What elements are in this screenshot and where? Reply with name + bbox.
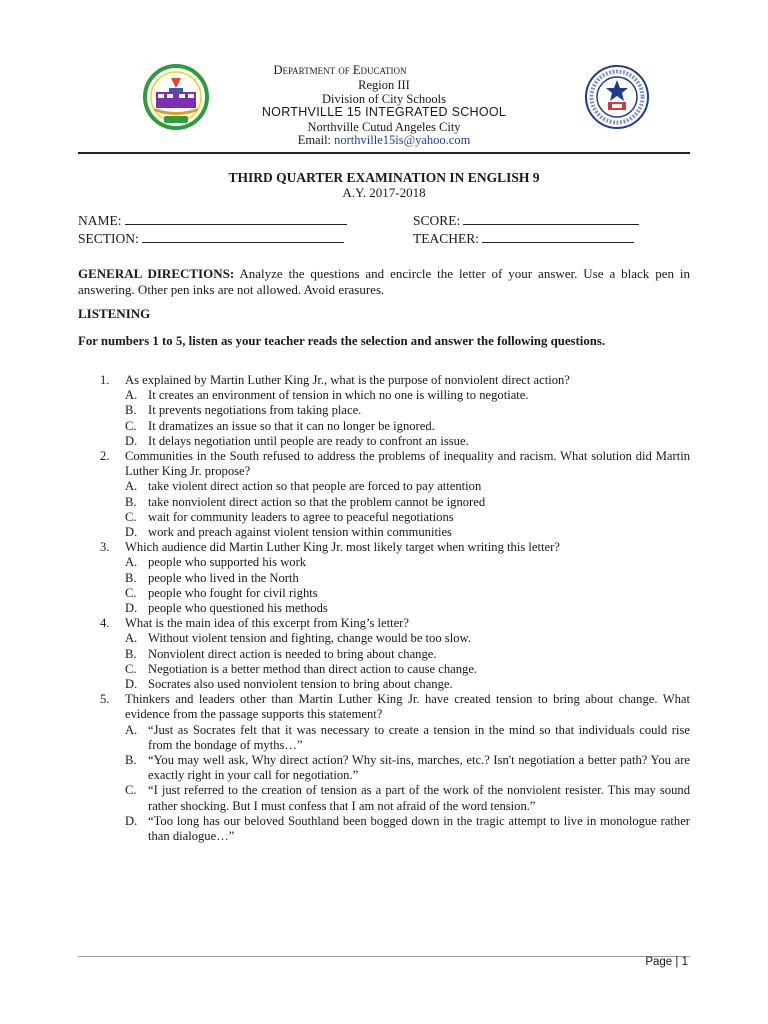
option-text: Without violent tension and fighting, change would be too slow. bbox=[148, 631, 471, 646]
name-label: NAME: bbox=[78, 213, 122, 228]
page-number: 1 bbox=[681, 956, 688, 968]
question-text: Which audience did Martin Luther King Jr. most likely target when writing this letter? bbox=[125, 540, 560, 555]
option-text: “Just as Socrates felt that it was necessary to create a tension in the mind so that individuals could rise from the bondage of myths…” bbox=[148, 722, 690, 752]
question-text: Thinkers and leaders other than Martin Luther King Jr. have created tension to bring about change. What evidence from the passage supports this statement? bbox=[125, 692, 690, 722]
answer-option[interactable] bbox=[125, 479, 690, 494]
answer-option[interactable] bbox=[125, 631, 690, 646]
question-number: 5. bbox=[100, 692, 110, 707]
option-letter: D. bbox=[125, 813, 138, 828]
question-text: What is the main idea of this excerpt from King’s letter? bbox=[125, 616, 409, 631]
question-text: As explained by Martin Luther King Jr., what is the purpose of nonviolent direct action? bbox=[125, 373, 570, 387]
answer-option[interactable] bbox=[125, 814, 690, 844]
school-address: Northville Cutud Angeles City bbox=[307, 120, 461, 134]
email-link[interactable]: northville15is@yahoo.com bbox=[334, 133, 471, 147]
answer-option[interactable] bbox=[125, 662, 690, 677]
option-letter: D. bbox=[125, 677, 138, 692]
option-text: “Too long has our beloved Southland been bogged down in the tragic attempt to live in monologue rather than dialogue…” bbox=[148, 813, 690, 844]
score-blank bbox=[463, 213, 639, 225]
answer-option[interactable] bbox=[125, 571, 690, 586]
option-text: Socrates also used nonviolent tension to bring about change. bbox=[148, 677, 453, 692]
question-list bbox=[78, 373, 690, 844]
option-letter: D. bbox=[125, 433, 138, 448]
answer-option[interactable] bbox=[125, 601, 690, 616]
directions-text: Analyze the questions and encircle the letter of your answer. Use a black pen in answering. Other pen inks are not allowed. Avoid erasures. bbox=[78, 266, 690, 297]
option-letter: A. bbox=[125, 555, 138, 570]
option-letter: A. bbox=[125, 479, 138, 494]
option-letter: C. bbox=[125, 418, 137, 433]
section-blank bbox=[142, 231, 344, 243]
option-letter: D. bbox=[125, 525, 138, 540]
answer-option[interactable] bbox=[125, 723, 690, 753]
question-number: 3. bbox=[100, 540, 110, 555]
option-text: wait for community leaders to agree to peaceful negotiations bbox=[148, 509, 454, 524]
answer-option[interactable] bbox=[125, 783, 690, 813]
question bbox=[78, 449, 690, 540]
answer-option[interactable] bbox=[125, 403, 690, 418]
question-text: Communities in the South refused to address the problems of inequality and racism. What solution did Martin Luther King Jr. propose? bbox=[125, 449, 690, 479]
section-label: SECTION: bbox=[78, 231, 139, 246]
page-footer bbox=[645, 956, 688, 968]
directions-label: GENERAL DIRECTIONS: bbox=[78, 266, 235, 281]
teacher-label: TEACHER: bbox=[413, 231, 479, 246]
option-text: work and preach against violent tension within communities bbox=[148, 525, 452, 540]
answer-option[interactable] bbox=[125, 525, 690, 540]
question-number: 4. bbox=[100, 616, 110, 631]
question-number: 2. bbox=[100, 449, 110, 464]
answer-option[interactable] bbox=[125, 419, 690, 434]
option-text: people who questioned his methods bbox=[148, 601, 328, 616]
option-text: people who fought for civil rights bbox=[148, 585, 318, 600]
option-text: Negotiation is a better method than direct action to cause change. bbox=[148, 661, 478, 676]
option-letter: A. bbox=[125, 388, 138, 403]
answer-option[interactable] bbox=[125, 586, 690, 601]
answer-option[interactable] bbox=[125, 647, 690, 662]
option-letter: B. bbox=[125, 403, 137, 418]
option-text: It delays negotiation until people are ready to confront an issue. bbox=[148, 433, 469, 448]
name-field[interactable] bbox=[78, 213, 347, 229]
general-directions bbox=[78, 266, 690, 298]
option-text: take nonviolent direct action so that the problem cannot be ignored bbox=[148, 494, 486, 509]
option-text: people who supported his work bbox=[148, 555, 307, 570]
department-name: Department of Education bbox=[273, 63, 407, 77]
page-label: Page bbox=[645, 956, 673, 968]
option-text: “I just referred to the creation of tension as a part of the work of the nonviolent resister. This may sound rather shocking. But I must confess that I am not afraid of the word tension.” bbox=[148, 783, 690, 813]
option-letter: C. bbox=[125, 661, 137, 676]
answer-option[interactable] bbox=[125, 388, 690, 403]
option-letter: C. bbox=[125, 585, 137, 600]
header-divider bbox=[78, 152, 690, 154]
name-blank bbox=[125, 213, 347, 225]
page-separator: | bbox=[675, 956, 679, 968]
option-text: “You may well ask, Why direct action? Why sit-ins, marches, etc.? Isn't negotiation a better path? You are exactly right in your call for negotiation.” bbox=[148, 753, 690, 783]
option-text: Nonviolent direct action is needed to bring about change. bbox=[148, 646, 437, 661]
option-text: It prevents negotiations from taking place. bbox=[148, 403, 362, 418]
teacher-field[interactable] bbox=[413, 231, 634, 247]
region: Region III bbox=[358, 78, 410, 92]
academic-year: A.Y. 2017-2018 bbox=[342, 185, 426, 200]
answer-option[interactable] bbox=[125, 434, 690, 449]
answer-option[interactable] bbox=[125, 555, 690, 570]
option-letter: A. bbox=[125, 631, 138, 646]
footer-divider bbox=[78, 956, 690, 957]
score-field[interactable] bbox=[413, 213, 639, 229]
instruction: For numbers 1 to 5, listen as your teacher reads the selection and answer the following questions. bbox=[78, 334, 606, 348]
option-letter: C. bbox=[125, 783, 137, 798]
answer-option[interactable] bbox=[125, 753, 690, 783]
answer-option[interactable] bbox=[125, 677, 690, 692]
option-letter: B. bbox=[125, 570, 137, 585]
section-field[interactable] bbox=[78, 231, 344, 247]
question-number: 1. bbox=[100, 373, 110, 387]
email-label: Email: bbox=[297, 133, 332, 147]
option-letter: B. bbox=[125, 753, 137, 768]
option-text: It creates an environment of tension in which no one is willing to negotiate. bbox=[148, 388, 529, 403]
option-letter: B. bbox=[125, 646, 137, 661]
question bbox=[78, 373, 690, 449]
answer-option[interactable] bbox=[125, 510, 690, 525]
exam-title: THIRD QUARTER EXAMINATION IN ENGLISH 9 bbox=[228, 170, 540, 185]
question bbox=[78, 692, 690, 844]
option-letter: C. bbox=[125, 509, 137, 524]
division: Division of City Schools bbox=[322, 92, 446, 106]
option-letter: D. bbox=[125, 601, 138, 616]
teacher-blank bbox=[482, 231, 634, 243]
answer-option[interactable] bbox=[125, 495, 690, 510]
school-name: NORTHVILLE 15 INTEGRATED SCHOOL bbox=[261, 105, 507, 119]
option-text: people who lived in the North bbox=[148, 570, 299, 585]
option-letter: A. bbox=[125, 722, 138, 737]
option-letter: B. bbox=[125, 494, 137, 509]
option-text: take violent direct action so that people are forced to pay attention bbox=[148, 479, 482, 494]
score-label: SCORE: bbox=[413, 213, 461, 228]
option-text: It dramatizes an issue so that it can no longer be ignored. bbox=[148, 418, 435, 433]
question bbox=[78, 540, 690, 616]
question bbox=[78, 616, 690, 692]
section-title: LISTENING bbox=[78, 306, 151, 321]
